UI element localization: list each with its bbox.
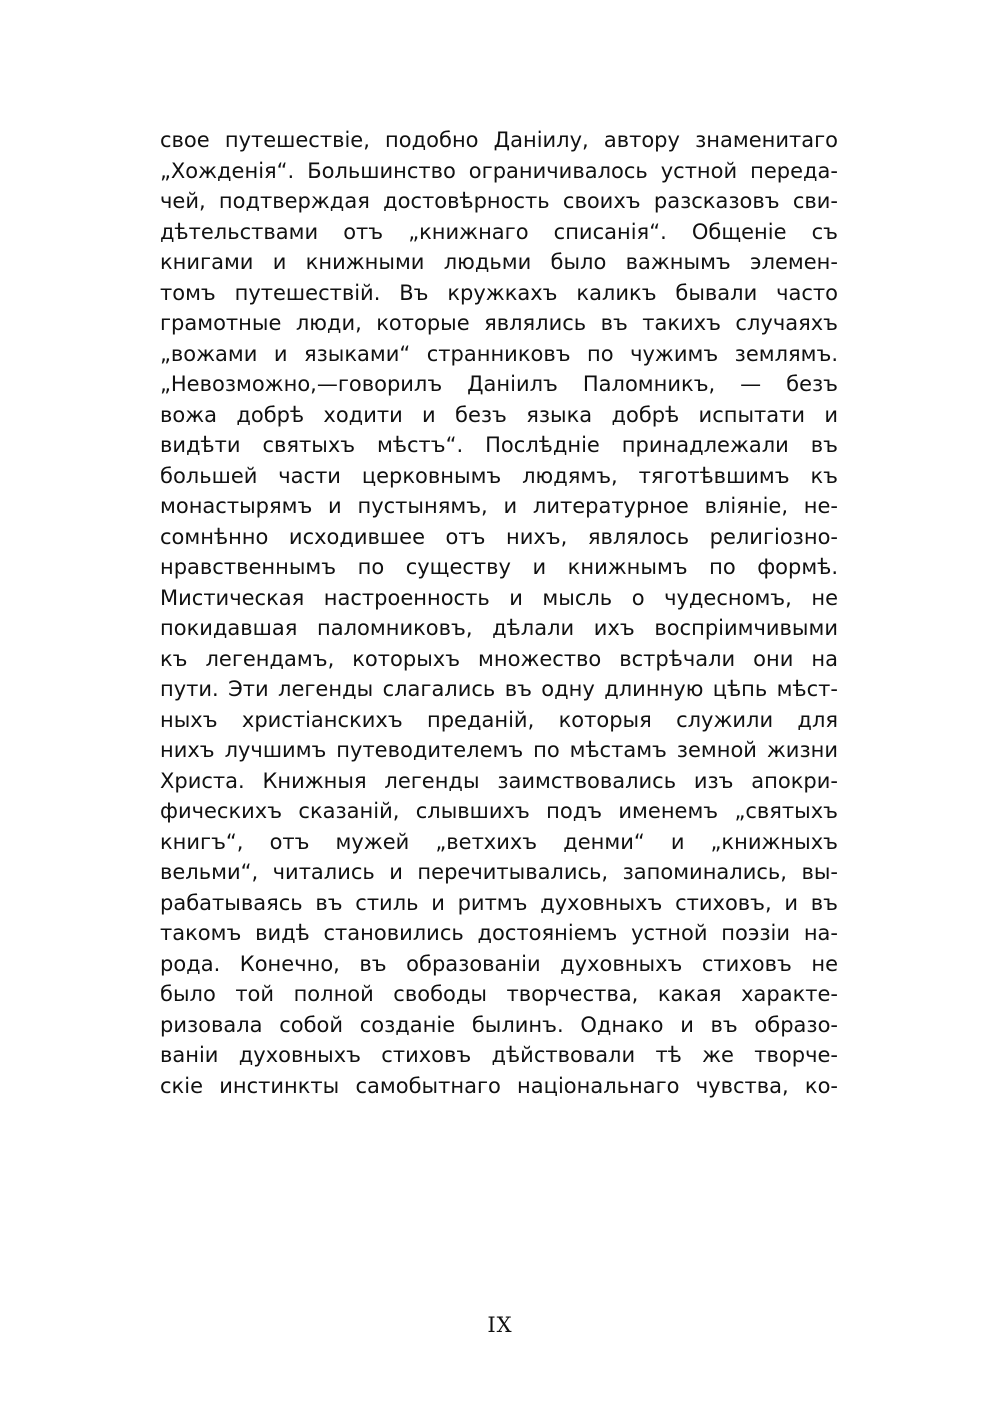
text-line: Христа. Книжныя легенды заимствовались изъ апокри-: [160, 768, 838, 793]
text-line: такомъ видѣ становились достояніемъ устной поэзіи на-: [160, 921, 838, 945]
text-line: чей, подтверждая достовѣрность своихъ разсказовъ сви-: [160, 189, 838, 213]
page-number: IX: [487, 1313, 513, 1337]
text-line: книгъ“, отъ мужей „ветхихъ денми“ и „книжныхъ: [160, 829, 838, 854]
text-line: скіе инстинкты самобытнаго національнаго чувства, ко-: [160, 1073, 838, 1098]
text-line: къ легендамъ, которыхъ множество встрѣчали они на: [160, 646, 838, 671]
text-line: рабатываясь въ стиль и ритмъ духовныхъ стиховъ, и въ: [160, 890, 838, 915]
body-text: [160, 125, 838, 1101]
text-line: покидавшая паломниковъ, дѣлали ихъ воспріимчивыми: [160, 616, 838, 640]
text-line: книгами и книжными людьми было важнымъ элемен-: [160, 250, 838, 274]
text-line: свое путешествіе, подобно Даніилу, автору знаменитаго: [160, 128, 838, 152]
text-line: вельми“, читались и перечитывались, запоминались, вы-: [160, 860, 838, 884]
text-line: „вожами и языками“ странниковъ по чужимъ землямъ.: [160, 341, 838, 366]
text-line: ризовала собой созданіе былинъ. Однако и въ образо-: [160, 1012, 838, 1037]
text-line: пути. Эти легенды слагались въ одну длинную цѣпь мѣст-: [160, 677, 838, 701]
text-line: „Хожденія“. Большинство ограничивалось устной переда-: [160, 158, 838, 183]
text-line: монастырямъ и пустынямъ, и литературное вліяніе, не-: [160, 494, 838, 518]
text-line: было той полной свободы творчества, какая характе-: [160, 982, 838, 1006]
text-line: фическихъ сказаній, слывшихъ подъ именемъ „святыхъ: [160, 799, 838, 823]
text-line: дѣтельствами отъ „книжнаго списанія“. Общеніе съ: [160, 219, 838, 244]
text-line: ваніи духовныхъ стиховъ дѣйствовали тѣ же творче-: [160, 1043, 838, 1067]
text-line: томъ путешествій. Въ кружкахъ каликъ бывали часто: [160, 280, 838, 305]
text-line: Мистическая настроенность и мысль о чудесномъ, не: [160, 585, 838, 610]
text-line: рода. Конечно, въ образованіи духовныхъ стиховъ не: [160, 951, 838, 976]
text-line: вожа добрѣ ходити и безъ языка добрѣ испытати и: [160, 402, 838, 427]
text-line: „Невозможно,—говорилъ Даніилъ Паломникъ, — безъ: [160, 372, 838, 396]
text-line: нихъ лучшимъ путеводителемъ по мѣстамъ земной жизни: [160, 738, 838, 762]
text-line: большей части церковнымъ людямъ, тяготѣвшимъ къ: [160, 463, 838, 488]
text-line: видѣти святыхъ мѣстъ“. Послѣдніе принадлежали въ: [160, 433, 838, 457]
text-line: сомнѣнно исходившее отъ нихъ, являлось религіозно-: [160, 524, 838, 549]
text-line: грамотные люди, которые являлись въ такихъ случаяхъ: [160, 311, 838, 335]
text-line: нравственнымъ по существу и книжнымъ по формѣ.: [160, 555, 838, 579]
text-line: ныхъ христіанскихъ преданій, которыя служили для: [160, 707, 838, 732]
